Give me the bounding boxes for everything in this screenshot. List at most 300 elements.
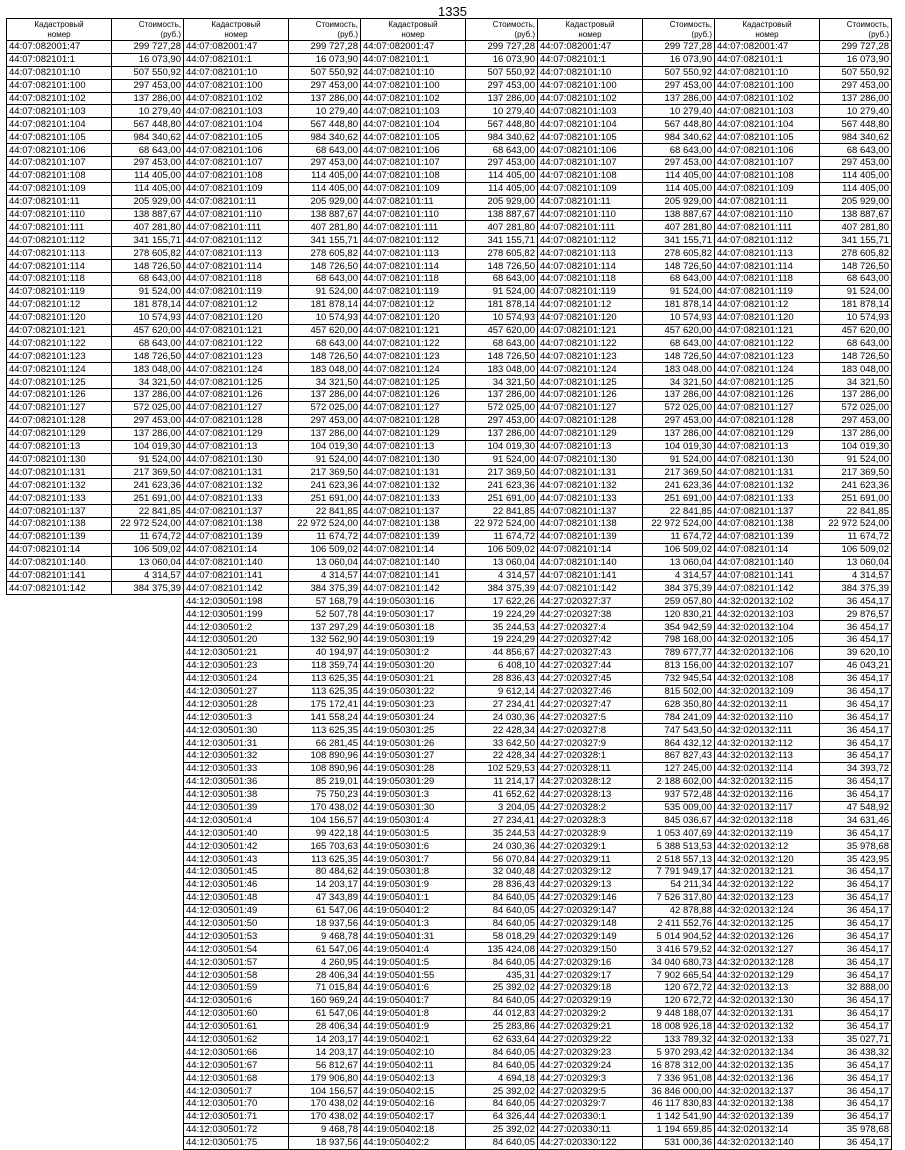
table-row [715, 1085, 892, 1098]
table-row [538, 685, 715, 698]
cadastral-number-cell: 44:12:030501:43 [184, 853, 289, 866]
cadastral-number-cell: 44:32:020132:121 [715, 866, 820, 879]
cadastral-number-cell: 44:07:082101:129 [184, 427, 289, 440]
table-row [538, 956, 715, 969]
cadastral-number-cell: 44:27:020329:23 [538, 1046, 643, 1059]
cost-cell: 7 526 317,80 [643, 891, 715, 904]
cadastral-number-cell: 44:12:030501:45 [184, 866, 289, 879]
table-row [184, 956, 361, 969]
cost-cell: 241 623,36 [289, 479, 361, 492]
cost-cell: 341 155,71 [820, 234, 892, 247]
table-row [184, 904, 361, 917]
cost-cell: 384 375,39 [112, 582, 184, 595]
cadastral-number-cell: 44:07:082101:104 [184, 118, 289, 131]
cost-cell: 13 060,04 [112, 556, 184, 569]
cost-cell: 68 643,00 [112, 144, 184, 157]
cost-cell: 28 836,43 [466, 878, 538, 891]
table-row [361, 1098, 538, 1111]
table-row [184, 595, 361, 608]
cadastral-number-cell: 44:07:082101:12 [361, 298, 466, 311]
cost-cell: 251 691,00 [466, 492, 538, 505]
table-row [361, 247, 538, 260]
table-row [715, 376, 892, 389]
cadastral-number-cell: 44:27:020329:17 [538, 969, 643, 982]
cadastral-number-cell: 44:07:082101:13 [361, 440, 466, 453]
cost-cell: 815 502,00 [643, 685, 715, 698]
table-row [184, 1020, 361, 1033]
cadastral-number-cell: 44:07:082101:141 [184, 569, 289, 582]
cost-cell: 13 060,04 [643, 556, 715, 569]
cadastral-number-cell: 44:07:082101:126 [538, 389, 643, 402]
cost-cell: 68 643,00 [466, 273, 538, 286]
table-row [184, 556, 361, 569]
cost-cell: 845 036,67 [643, 814, 715, 827]
cost-cell: 58 018,29 [466, 930, 538, 943]
cost-cell: 104 156,57 [289, 814, 361, 827]
cost-cell: 68 643,00 [643, 337, 715, 350]
cost-cell: 34 321,50 [820, 376, 892, 389]
cadastral-number-cell: 44:07:082101:121 [361, 324, 466, 337]
cost-cell: 106 509,02 [112, 543, 184, 556]
table-row [715, 595, 892, 608]
cost-cell: 14 203,17 [289, 878, 361, 891]
cost-cell: 11 674,72 [643, 530, 715, 543]
table-row [184, 376, 361, 389]
table-row [538, 711, 715, 724]
cadastral-number-cell: 44:07:082101:1 [7, 53, 112, 66]
cost-cell: 297 453,00 [643, 79, 715, 92]
table-row [538, 492, 715, 505]
cadastral-number-cell: 44:12:030501:72 [184, 1123, 289, 1136]
cadastral-number-cell: 44:07:082101:138 [715, 517, 820, 530]
cadastral-number-cell: 44:32:020132:112 [715, 737, 820, 750]
cost-cell: 42 878,88 [643, 904, 715, 917]
cadastral-number-cell: 44:32:020132:14 [715, 1123, 820, 1136]
table-row [715, 505, 892, 518]
cadastral-number-cell: 44:27:020327:43 [538, 646, 643, 659]
cadastral-number-cell: 44:07:082101:119 [361, 285, 466, 298]
cost-cell: 106 509,02 [289, 543, 361, 556]
cost-cell: 137 286,00 [643, 389, 715, 402]
cost-cell: 137 286,00 [820, 389, 892, 402]
cost-cell: 113 625,35 [289, 685, 361, 698]
table-row [184, 208, 361, 221]
table-row [184, 685, 361, 698]
cost-cell: 183 048,00 [820, 363, 892, 376]
cadastral-number-cell: 44:07:082101:121 [7, 324, 112, 337]
cadastral-number-cell: 44:07:082101:109 [538, 182, 643, 195]
table-row [184, 788, 361, 801]
cost-cell: 17 622,26 [466, 595, 538, 608]
cadastral-number-cell: 44:07:082101:139 [184, 530, 289, 543]
cost-cell: 28 836,43 [466, 672, 538, 685]
cost-cell: 57 168,79 [289, 595, 361, 608]
table-row [184, 414, 361, 427]
table-row [538, 853, 715, 866]
cost-cell: 297 453,00 [466, 414, 538, 427]
table-row [715, 41, 892, 54]
table-row [715, 169, 892, 182]
cadastral-number-cell: 44:07:082101:118 [715, 273, 820, 286]
table-row [538, 363, 715, 376]
cadastral-number-cell: 44:07:082101:12 [7, 298, 112, 311]
table-row [538, 337, 715, 350]
cost-cell: 341 155,71 [643, 234, 715, 247]
cost-cell: 114 405,00 [820, 182, 892, 195]
table-row [184, 1072, 361, 1085]
cadastral-number-cell: 44:12:030501:61 [184, 1020, 289, 1033]
cadastral-number-cell: 44:19:050301:27 [361, 749, 466, 762]
table-row [184, 891, 361, 904]
table-row [361, 737, 538, 750]
cost-cell: 628 350,80 [643, 698, 715, 711]
table-row [361, 582, 538, 595]
cadastral-number-cell: 44:07:082101:114 [7, 260, 112, 273]
cadastral-number-cell: 44:27:020328:2 [538, 801, 643, 814]
table-row [184, 337, 361, 350]
cost-cell: 535 009,00 [643, 801, 715, 814]
cost-cell: 36 454,17 [820, 633, 892, 646]
table-row [361, 930, 538, 943]
cost-cell: 84 640,05 [466, 891, 538, 904]
cadastral-number-cell: 44:07:082101:130 [715, 453, 820, 466]
cadastral-number-cell: 44:19:050402:11 [361, 1059, 466, 1072]
cost-cell: 36 454,17 [820, 1072, 892, 1085]
table-row [538, 943, 715, 956]
cost-cell: 54 211,34 [643, 878, 715, 891]
table-row [184, 724, 361, 737]
cadastral-number-cell: 44:07:082101:103 [538, 105, 643, 118]
table-row [538, 646, 715, 659]
table-row [538, 221, 715, 234]
cost-cell: 56 812,67 [289, 1059, 361, 1072]
cadastral-number-cell: 44:32:020132:136 [715, 1072, 820, 1085]
cost-cell: 567 448,80 [289, 118, 361, 131]
cadastral-number-cell: 44:07:082101:130 [7, 453, 112, 466]
cadastral-number-cell: 44:07:082101:140 [538, 556, 643, 569]
cost-cell: 299 727,28 [820, 41, 892, 54]
table-row [7, 337, 184, 350]
cost-cell: 84 640,05 [466, 904, 538, 917]
table-row [538, 376, 715, 389]
cadastral-number-cell: 44:19:050301:18 [361, 621, 466, 634]
cadastral-number-cell: 44:07:082101:107 [715, 157, 820, 170]
table-row [538, 749, 715, 762]
table-row [715, 118, 892, 131]
cadastral-number-cell: 44:12:030501:198 [184, 595, 289, 608]
cadastral-number-cell: 44:19:050301:5 [361, 827, 466, 840]
cadastral-number-cell: 44:19:050402:1 [361, 1033, 466, 1046]
table-row [361, 685, 538, 698]
cadastral-number-cell: 44:32:020132:137 [715, 1085, 820, 1098]
cadastral-number-cell: 44:07:082101:129 [361, 427, 466, 440]
table-row [715, 414, 892, 427]
cadastral-number-cell: 44:32:020132:123 [715, 891, 820, 904]
table-row [715, 1020, 892, 1033]
cadastral-number-cell: 44:12:030501:2 [184, 621, 289, 634]
cadastral-number-cell: 44:32:020132:124 [715, 904, 820, 917]
table-row [361, 672, 538, 685]
cadastral-table [360, 18, 538, 1150]
cadastral-number-cell: 44:32:020132:125 [715, 917, 820, 930]
cost-cell: 84 640,05 [466, 1136, 538, 1149]
cadastral-number-cell: 44:07:082101:130 [184, 453, 289, 466]
cost-cell: 297 453,00 [112, 414, 184, 427]
table-row [361, 994, 538, 1007]
table-row [361, 1046, 538, 1059]
table-row [361, 1136, 538, 1149]
cadastral-number-cell: 44:07:082101:129 [538, 427, 643, 440]
cost-cell: 22 972 524,00 [466, 517, 538, 530]
cadastral-number-cell: 44:07:082101:130 [361, 453, 466, 466]
table-row [361, 1033, 538, 1046]
cadastral-number-cell: 44:07:082101:110 [715, 208, 820, 221]
cost-cell: 137 286,00 [112, 389, 184, 402]
cadastral-number-cell: 44:07:082101:100 [715, 79, 820, 92]
cost-cell: 7 336 951,08 [643, 1072, 715, 1085]
cost-cell: 175 172,41 [289, 698, 361, 711]
table-row [361, 891, 538, 904]
cadastral-number-cell: 44:07:082101:104 [361, 118, 466, 131]
table-row [361, 414, 538, 427]
cadastral-number-cell: 44:07:082101:133 [361, 492, 466, 505]
cost-cell: 10 279,40 [820, 105, 892, 118]
cost-cell: 5 388 513,53 [643, 840, 715, 853]
cadastral-number-cell: 44:07:082001:47 [715, 41, 820, 54]
cadastral-number-cell: 44:07:082101:140 [715, 556, 820, 569]
header-line: номер [755, 29, 779, 39]
table-row [538, 298, 715, 311]
cadastral-number-cell: 44:07:082101:111 [361, 221, 466, 234]
cadastral-number-cell: 44:12:030501:75 [184, 1136, 289, 1149]
table-row [715, 105, 892, 118]
cadastral-number-cell: 44:07:082101:124 [538, 363, 643, 376]
cadastral-number-cell: 44:07:082101:132 [7, 479, 112, 492]
table-row [184, 878, 361, 891]
table-row [361, 208, 538, 221]
cadastral-number-cell: 44:12:030501:57 [184, 956, 289, 969]
table-row [184, 427, 361, 440]
cadastral-table [183, 18, 361, 1150]
cost-cell: 181 878,14 [643, 298, 715, 311]
cost-cell: 19 224,29 [466, 633, 538, 646]
cadastral-number-cell: 44:07:082101:14 [184, 543, 289, 556]
cadastral-number-cell: 44:19:050301:25 [361, 724, 466, 737]
cost-cell: 507 550,92 [643, 66, 715, 79]
cost-cell: 341 155,71 [289, 234, 361, 247]
table-row [715, 749, 892, 762]
header-line: (руб.) [160, 29, 181, 39]
cost-cell: 113 625,35 [289, 724, 361, 737]
table-row [184, 182, 361, 195]
cadastral-number-cell: 44:12:030501:32 [184, 749, 289, 762]
cadastral-number-cell: 44:12:030501:54 [184, 943, 289, 956]
cost-cell: 137 286,00 [112, 92, 184, 105]
cost-cell: 1 053 407,69 [643, 827, 715, 840]
cost-cell: 148 726,50 [643, 350, 715, 363]
cadastral-number-cell: 44:07:082101:113 [538, 247, 643, 260]
cadastral-number-cell: 44:19:050402:15 [361, 1085, 466, 1098]
table-row [361, 53, 538, 66]
table-row [538, 105, 715, 118]
table-row [361, 1059, 538, 1072]
cost-cell: 6 408,10 [466, 659, 538, 672]
cost-cell: 297 453,00 [820, 157, 892, 170]
cadastral-number-cell: 44:07:082101:100 [361, 79, 466, 92]
cadastral-number-cell: 44:32:020132:128 [715, 956, 820, 969]
cost-cell: 91 524,00 [112, 453, 184, 466]
cost-cell: 241 623,36 [643, 479, 715, 492]
table-row [184, 608, 361, 621]
table-row [715, 79, 892, 92]
table-row [184, 1123, 361, 1136]
table-row [538, 762, 715, 775]
cost-cell: 179 906,80 [289, 1072, 361, 1085]
cost-cell: 22 428,34 [466, 749, 538, 762]
cost-cell: 36 454,17 [820, 891, 892, 904]
table-row [7, 350, 184, 363]
cost-cell: 384 375,39 [643, 582, 715, 595]
cost-cell: 68 643,00 [820, 144, 892, 157]
cost-cell: 68 643,00 [289, 337, 361, 350]
table-row [715, 530, 892, 543]
cost-cell: 68 643,00 [643, 144, 715, 157]
table-row [7, 440, 184, 453]
cost-cell: 56 070,84 [466, 853, 538, 866]
table-row [715, 195, 892, 208]
table-row [538, 195, 715, 208]
cost-cell: 106 509,02 [820, 543, 892, 556]
header-line: Стоимость, [492, 19, 535, 29]
cadastral-number-cell: 44:12:030501:60 [184, 1007, 289, 1020]
cadastral-number-cell: 44:07:082101:14 [7, 543, 112, 556]
cadastral-number-cell: 44:07:082101:140 [184, 556, 289, 569]
cost-cell: 241 623,36 [820, 479, 892, 492]
cadastral-number-cell: 44:07:082101:100 [538, 79, 643, 92]
table-row [361, 337, 538, 350]
cadastral-number-cell: 44:07:082101:120 [538, 311, 643, 324]
table-row [715, 659, 892, 672]
cadastral-number-cell: 44:07:082101:1 [361, 53, 466, 66]
cadastral-number-cell: 44:07:082101:13 [184, 440, 289, 453]
table-row [184, 389, 361, 402]
table-row [184, 221, 361, 234]
cadastral-number-cell: 44:07:082001:47 [7, 41, 112, 54]
table-body [184, 41, 361, 1150]
cost-cell: 138 887,67 [289, 208, 361, 221]
cost-cell: 567 448,80 [820, 118, 892, 131]
table-row [7, 324, 184, 337]
cost-cell: 113 625,35 [289, 672, 361, 685]
table-row [715, 1123, 892, 1136]
cost-cell: 251 691,00 [289, 492, 361, 505]
cost-cell: 114 405,00 [289, 182, 361, 195]
table-row [538, 788, 715, 801]
table-row [7, 285, 184, 298]
cadastral-number-cell: 44:07:082101:129 [7, 427, 112, 440]
cadastral-number-cell: 44:27:020329:13 [538, 878, 643, 891]
table-row [7, 556, 184, 569]
cost-cell: 22 428,34 [466, 724, 538, 737]
cost-cell: 217 369,50 [643, 466, 715, 479]
table-row [538, 840, 715, 853]
table-row [361, 440, 538, 453]
cost-cell: 148 726,50 [112, 260, 184, 273]
cadastral-number-cell: 44:19:050301:19 [361, 633, 466, 646]
cadastral-number-cell: 44:07:082101:111 [184, 221, 289, 234]
cost-cell: 572 025,00 [820, 401, 892, 414]
table-row [361, 698, 538, 711]
page-number: 1335 [438, 4, 467, 19]
cadastral-number-cell: 44:19:050301:28 [361, 762, 466, 775]
cost-cell: 27 234,41 [466, 814, 538, 827]
cadastral-number-cell: 44:32:020132:116 [715, 788, 820, 801]
table-row [538, 414, 715, 427]
table-row [7, 234, 184, 247]
table-row [184, 1046, 361, 1059]
cost-cell: 170 438,02 [289, 801, 361, 814]
cost-cell: 138 887,67 [466, 208, 538, 221]
table-row [538, 79, 715, 92]
cadastral-number-cell: 44:07:082101:111 [538, 221, 643, 234]
cadastral-number-cell: 44:07:082101:131 [715, 466, 820, 479]
table-row [361, 595, 538, 608]
table-row [361, 1123, 538, 1136]
cost-cell: 3 416 579,52 [643, 943, 715, 956]
cadastral-number-cell: 44:07:082101:1 [184, 53, 289, 66]
cadastral-number-cell: 44:07:082101:125 [361, 376, 466, 389]
cost-cell: 36 454,17 [820, 1020, 892, 1033]
cadastral-number-cell: 44:07:082101:133 [538, 492, 643, 505]
cadastral-number-cell: 44:27:020327:5 [538, 711, 643, 724]
cost-cell: 22 841,85 [466, 505, 538, 518]
cadastral-number-cell: 44:07:082101:123 [184, 350, 289, 363]
cadastral-number-cell: 44:12:030501:53 [184, 930, 289, 943]
cost-cell: 61 547,06 [289, 904, 361, 917]
cadastral-number-cell: 44:12:030501:68 [184, 1072, 289, 1085]
cost-cell: 278 605,82 [289, 247, 361, 260]
cadastral-number-cell: 44:07:082101:139 [715, 530, 820, 543]
cost-cell: 984 340,62 [643, 131, 715, 144]
table-row [538, 131, 715, 144]
cadastral-tables [6, 18, 899, 1149]
cost-cell: 297 453,00 [112, 157, 184, 170]
cost-cell: 118 359,74 [289, 659, 361, 672]
table-row [538, 401, 715, 414]
table-header-row [184, 19, 361, 41]
cost-cell: 102 529,53 [466, 762, 538, 775]
cadastral-number-cell: 44:27:020327:42 [538, 633, 643, 646]
cadastral-number-cell: 44:07:082101:12 [184, 298, 289, 311]
cost-cell: 384 375,39 [289, 582, 361, 595]
cost-cell: 104 019,30 [643, 440, 715, 453]
table-row [184, 543, 361, 556]
cost-cell: 39 620,10 [820, 646, 892, 659]
cost-cell: 36 454,17 [820, 1007, 892, 1020]
cost-cell: 84 640,05 [466, 1046, 538, 1059]
cadastral-number-cell: 44:19:050301:16 [361, 595, 466, 608]
cost-cell: 120 672,72 [643, 982, 715, 995]
cadastral-number-cell: 44:07:082101:10 [538, 66, 643, 79]
cadastral-number-cell: 44:32:020132:104 [715, 621, 820, 634]
table-row [361, 556, 538, 569]
cadastral-number-cell: 44:19:050401:31 [361, 930, 466, 943]
cost-cell: 18 008 926,18 [643, 1020, 715, 1033]
table-row [361, 285, 538, 298]
cadastral-number-cell: 44:07:082101:110 [538, 208, 643, 221]
cost-header [466, 19, 538, 41]
cost-cell: 457 620,00 [112, 324, 184, 337]
